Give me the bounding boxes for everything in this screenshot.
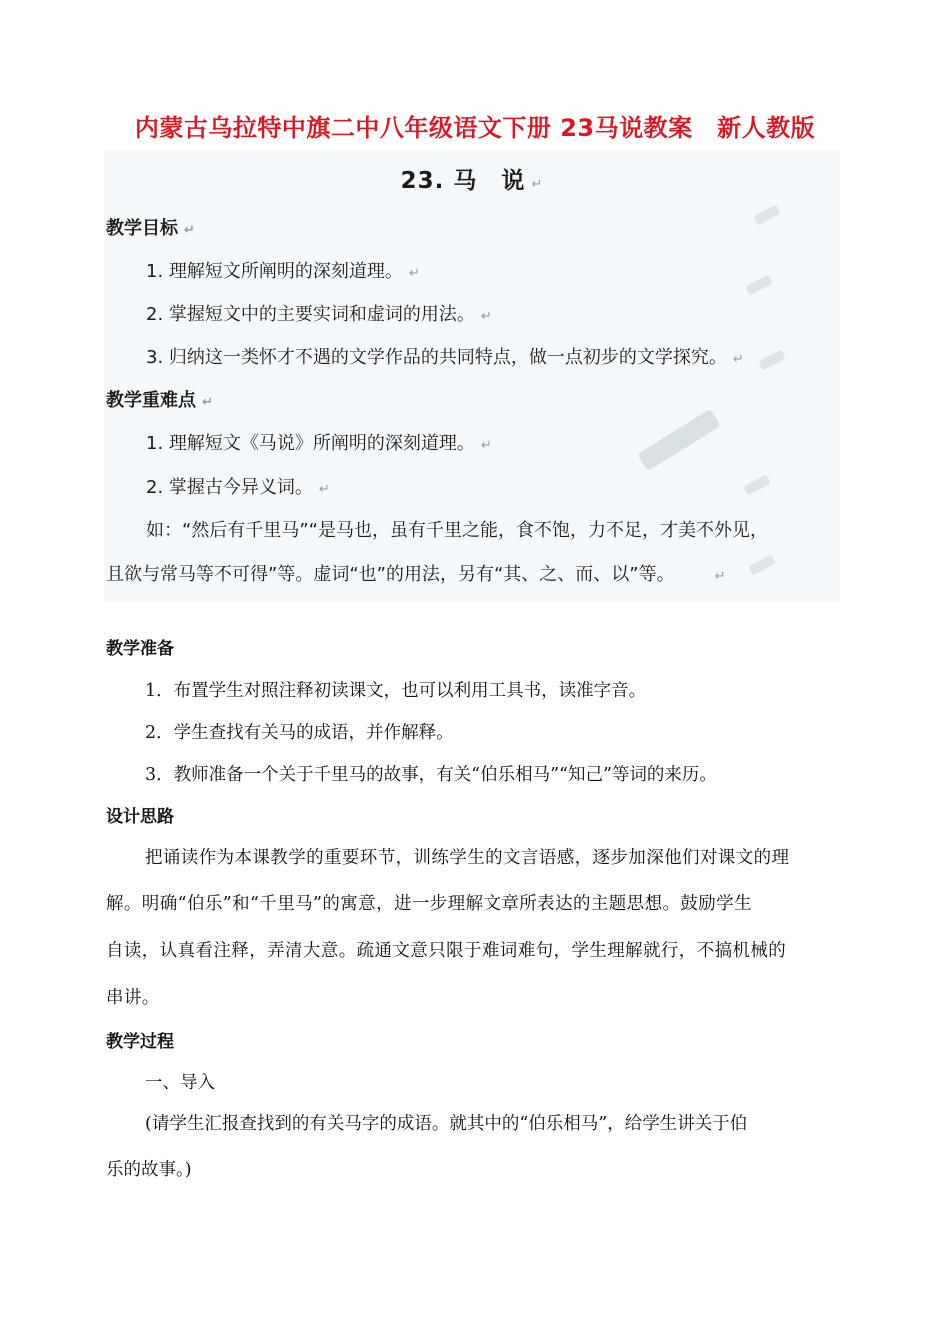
watermark-mark xyxy=(758,349,786,370)
prep-heading: 教学准备 xyxy=(106,639,174,659)
prep-item: 3．教师准备一个关于千里马的故事，有关“伯乐相马”“知己”等词的来历。 xyxy=(145,765,717,785)
goal-item: 1. 理解短文所阐明的深刻道理。 ↵ xyxy=(146,261,420,282)
example-line: 如：“然后有千里马”“是马也，虽有千里之能，食不饱，力不足，才美不外见， xyxy=(146,520,768,541)
example-line: 且欲与常马等不可得”等。虚词“也”的用法，另有“其、之、而、以”等。 ↵ xyxy=(106,564,726,585)
design-paragraph-line: 串讲。 xyxy=(106,988,160,1008)
process-step: 一、导入 xyxy=(145,1073,215,1093)
key-point-item: 1. 理解短文《马说》所阐明的深刻道理。 ↵ xyxy=(146,433,492,454)
process-paragraph-line: (请学生汇报查找到的有关马字的成语。就其中的“伯乐相马”，给学生讲关于伯 xyxy=(145,1114,748,1134)
process-paragraph-line: 乐的故事。) xyxy=(106,1160,192,1180)
watermark-mark xyxy=(748,554,776,575)
watermark-mark xyxy=(753,204,781,225)
design-paragraph-line: 把诵读作为本课教学的重要环节，训练学生的文言语感，逐步加深他们对课文的理 xyxy=(145,848,790,868)
watermark-logo xyxy=(637,409,721,472)
watermark-mark xyxy=(743,474,771,495)
process-heading: 教学过程 xyxy=(106,1032,174,1052)
watermark-mark xyxy=(745,274,773,295)
document-title: 内蒙古乌拉特中旗二中八年级语文下册 23马说教案 新人教版 xyxy=(134,114,816,142)
goals-heading: 教学目标 ↵ xyxy=(106,218,195,239)
prep-item: 2．学生查找有关马的成语，并作解释。 xyxy=(145,723,454,743)
design-paragraph-line: 解。明确“伯乐”和“千里马”的寓意，进一步理解文章所表达的主题思想。鼓励学生 xyxy=(106,894,752,914)
design-heading: 设计思路 xyxy=(106,807,174,827)
key-point-item: 2. 掌握古今异义词。 ↵ xyxy=(146,477,330,498)
goal-item: 2. 掌握短文中的主要实词和虚词的用法。 ↵ xyxy=(146,304,492,325)
key-points-heading: 教学重难点 ↵ xyxy=(106,390,213,411)
goal-item: 3. 归纳这一类怀才不遇的文学作品的共同特点，做一点初步的文学探究。 ↵ xyxy=(146,347,744,368)
scanned-excerpt xyxy=(104,150,840,602)
lesson-title: 23. 马 说 ↵ xyxy=(400,168,544,194)
prep-item: 1．布置学生对照注释初读课文，也可以利用工具书，读准字音。 xyxy=(145,681,647,701)
design-paragraph-line: 自读，认真看注释，弄清大意。疏通文意只限于难词难句，学生理解就行，不搞机械的 xyxy=(106,941,787,961)
